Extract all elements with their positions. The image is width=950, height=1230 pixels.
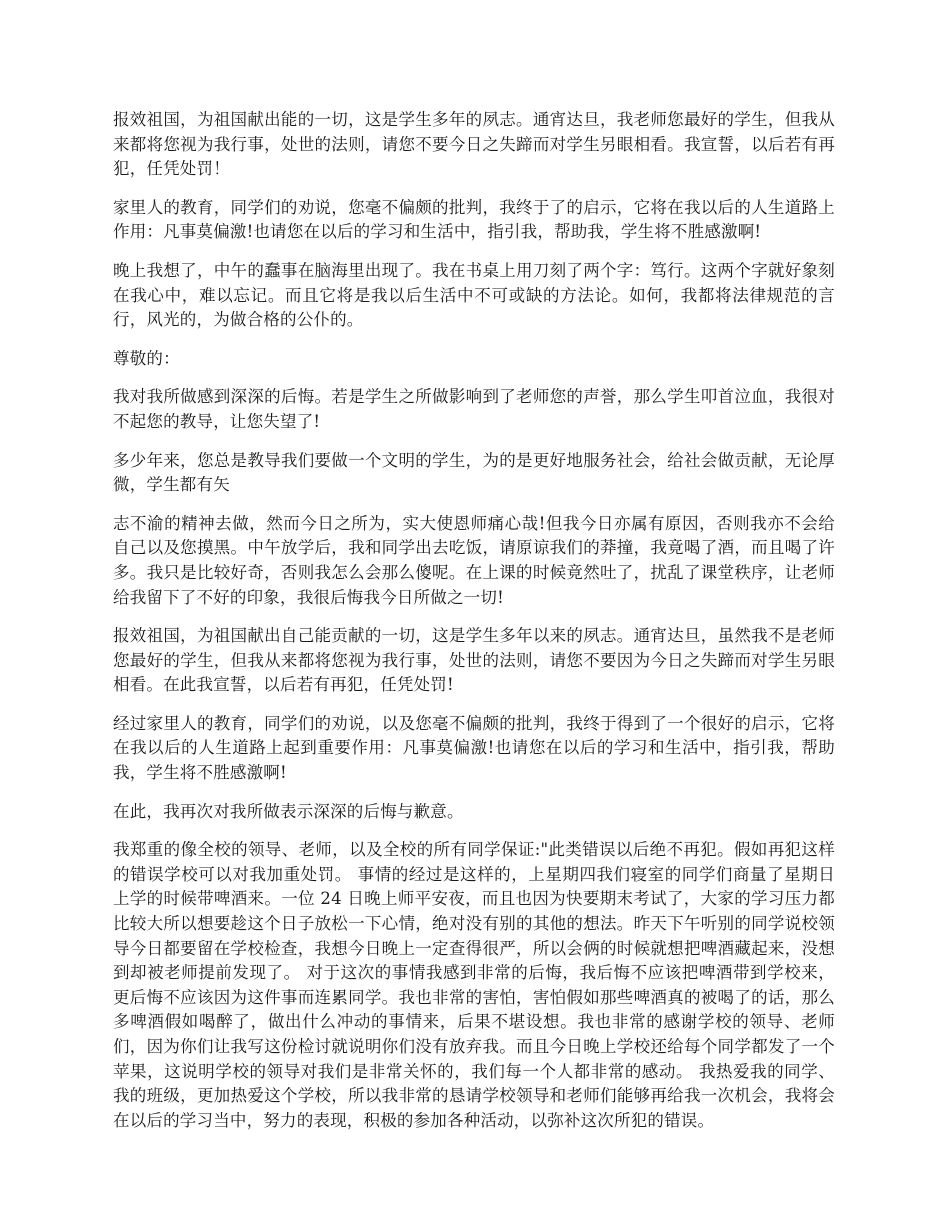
document-body — [113, 108, 835, 1147]
paragraph: 志不渝的精神去做，然而今日之所为，实大使恩师痛心哉!但我今日亦属有原因，否则我亦不会给自己以及您摸黑。中午放学后，我和同学出去吃饭，请原谅我们的莽撞，我竟喝了酒，而且喝了许多。我只是比较好奇，否则我怎么会那么傻呢。在上课的时候竟然吐了，扰乱了课堂秩序，让老师给我留下了不好的印象，我很后悔我今日所做之一切! — [113, 513, 835, 607]
salutation: 尊敬的： — [113, 348, 180, 368]
paragraph: 家里人的教育，同学们的劝说，您毫不偏颇的批判，我终于了的启示，它将在我以后的人生道路上作用：凡事莫偏激!也请您在以后的学习和生活中，指引我，帮助我，学生将不胜感激啊! — [113, 197, 835, 242]
paragraph: 报效祖国，为祖国献出自己能贡献的一切，这是学生多年以来的夙志。通宵达旦，虽然我不是老师您最好的学生，但我从来都将您视为我行事，处世的法则，请您不要因为今日之失蹄而对学生另眼相看。在此我宣誓，以后若有再犯，任凭处罚! — [113, 626, 835, 695]
paragraph: 多少年来，您总是教导我们要做一个文明的学生，为的是更好地服务社会，给社会做贡献，无论厚微，学生都有矢 — [113, 450, 835, 495]
paragraph: 我对我所做感到深深的后悔。若是学生之所做影响到了老师您的声誉，那么学生叩首泣血，我很对不起您的教导，让您失望了! — [113, 387, 835, 431]
paragraph: 在此，我再次对我所做表示深深的后悔与歉意。 — [113, 801, 464, 821]
paragraph: 我郑重的像全校的领导、老师，以及全校的所有同学保证:"此类错误以后绝不再犯。假如再犯这样的错误学校可以对我加重处罚。 事情的经过是这样的，上星期四我们寝室的同学们商量了星期日上学的时候带啤酒来。一位 24 日晚上师平安夜，而且也因为快要期末考试了，大家的学习压力都比较大所以想要趁这个日子放松一下心情，绝对没有别的其他的想法。昨天下午听别的同学说校领导今日都要留在学校检查，我想今日晚上一定查得很严，所以会俩的时候就想把啤酒藏起来，没想到却被老师提前发现了。 对于这次的事情我感到非常的后悔，我后悔不应该把啤酒带到学校来，更后悔不应该因为这件事而连累同学。我也非常的害怕，害怕假如那些啤酒真的被喝了的话，那么多啤酒假如喝醉了，做出什么冲动的事情来，后果不堪设想。我也非常的感谢学校的领导、老师们，因为你们让我写这份检讨就说明你们没有放弃我。而且今日晚上学校还给每个同学都发了一个苹果，这说明学校的领导对我们是非常关怀的，我们每一个人都非常的感动。 我热爱我的同学、我的班级，更加热爱这个学校，所以我非常的恳请学校领导和老师们能够再给我一次机会，我将会在以后的学习当中，努力的表现，积极的参加各种活动，以弥补这次所犯的错误。 — [113, 840, 835, 1130]
paragraph: 晚上我想了，中午的蠢事在脑海里出现了。我在书桌上用刀刻了两个字：笃行。这两个字就好象刻在我心中，难以忘记。而且它将是我以后生活中不可或缺的方法论。如何，我都将法律规范的言行，风光的，为做合格的公仆的。 — [113, 260, 835, 330]
paragraph: 报效祖国，为祖国献出能的一切，这是学生多年的夙志。通宵达旦，我老师您最好的学生，但我从来都将您视为我行事，处世的法则，请您不要今日之失蹄而对学生另眼相看。我宣誓，以后若有再犯，任凭处罚！ — [113, 110, 835, 179]
paragraph: 经过家里人的教育，同学们的劝说，以及您毫不偏颇的批判，我终于得到了一个很好的启示，它将在我以后的人生道路上起到重要作用：凡事莫偏激!也请您在以后的学习和生活中，指引我，帮助我，学生将不胜感激啊! — [113, 713, 835, 783]
